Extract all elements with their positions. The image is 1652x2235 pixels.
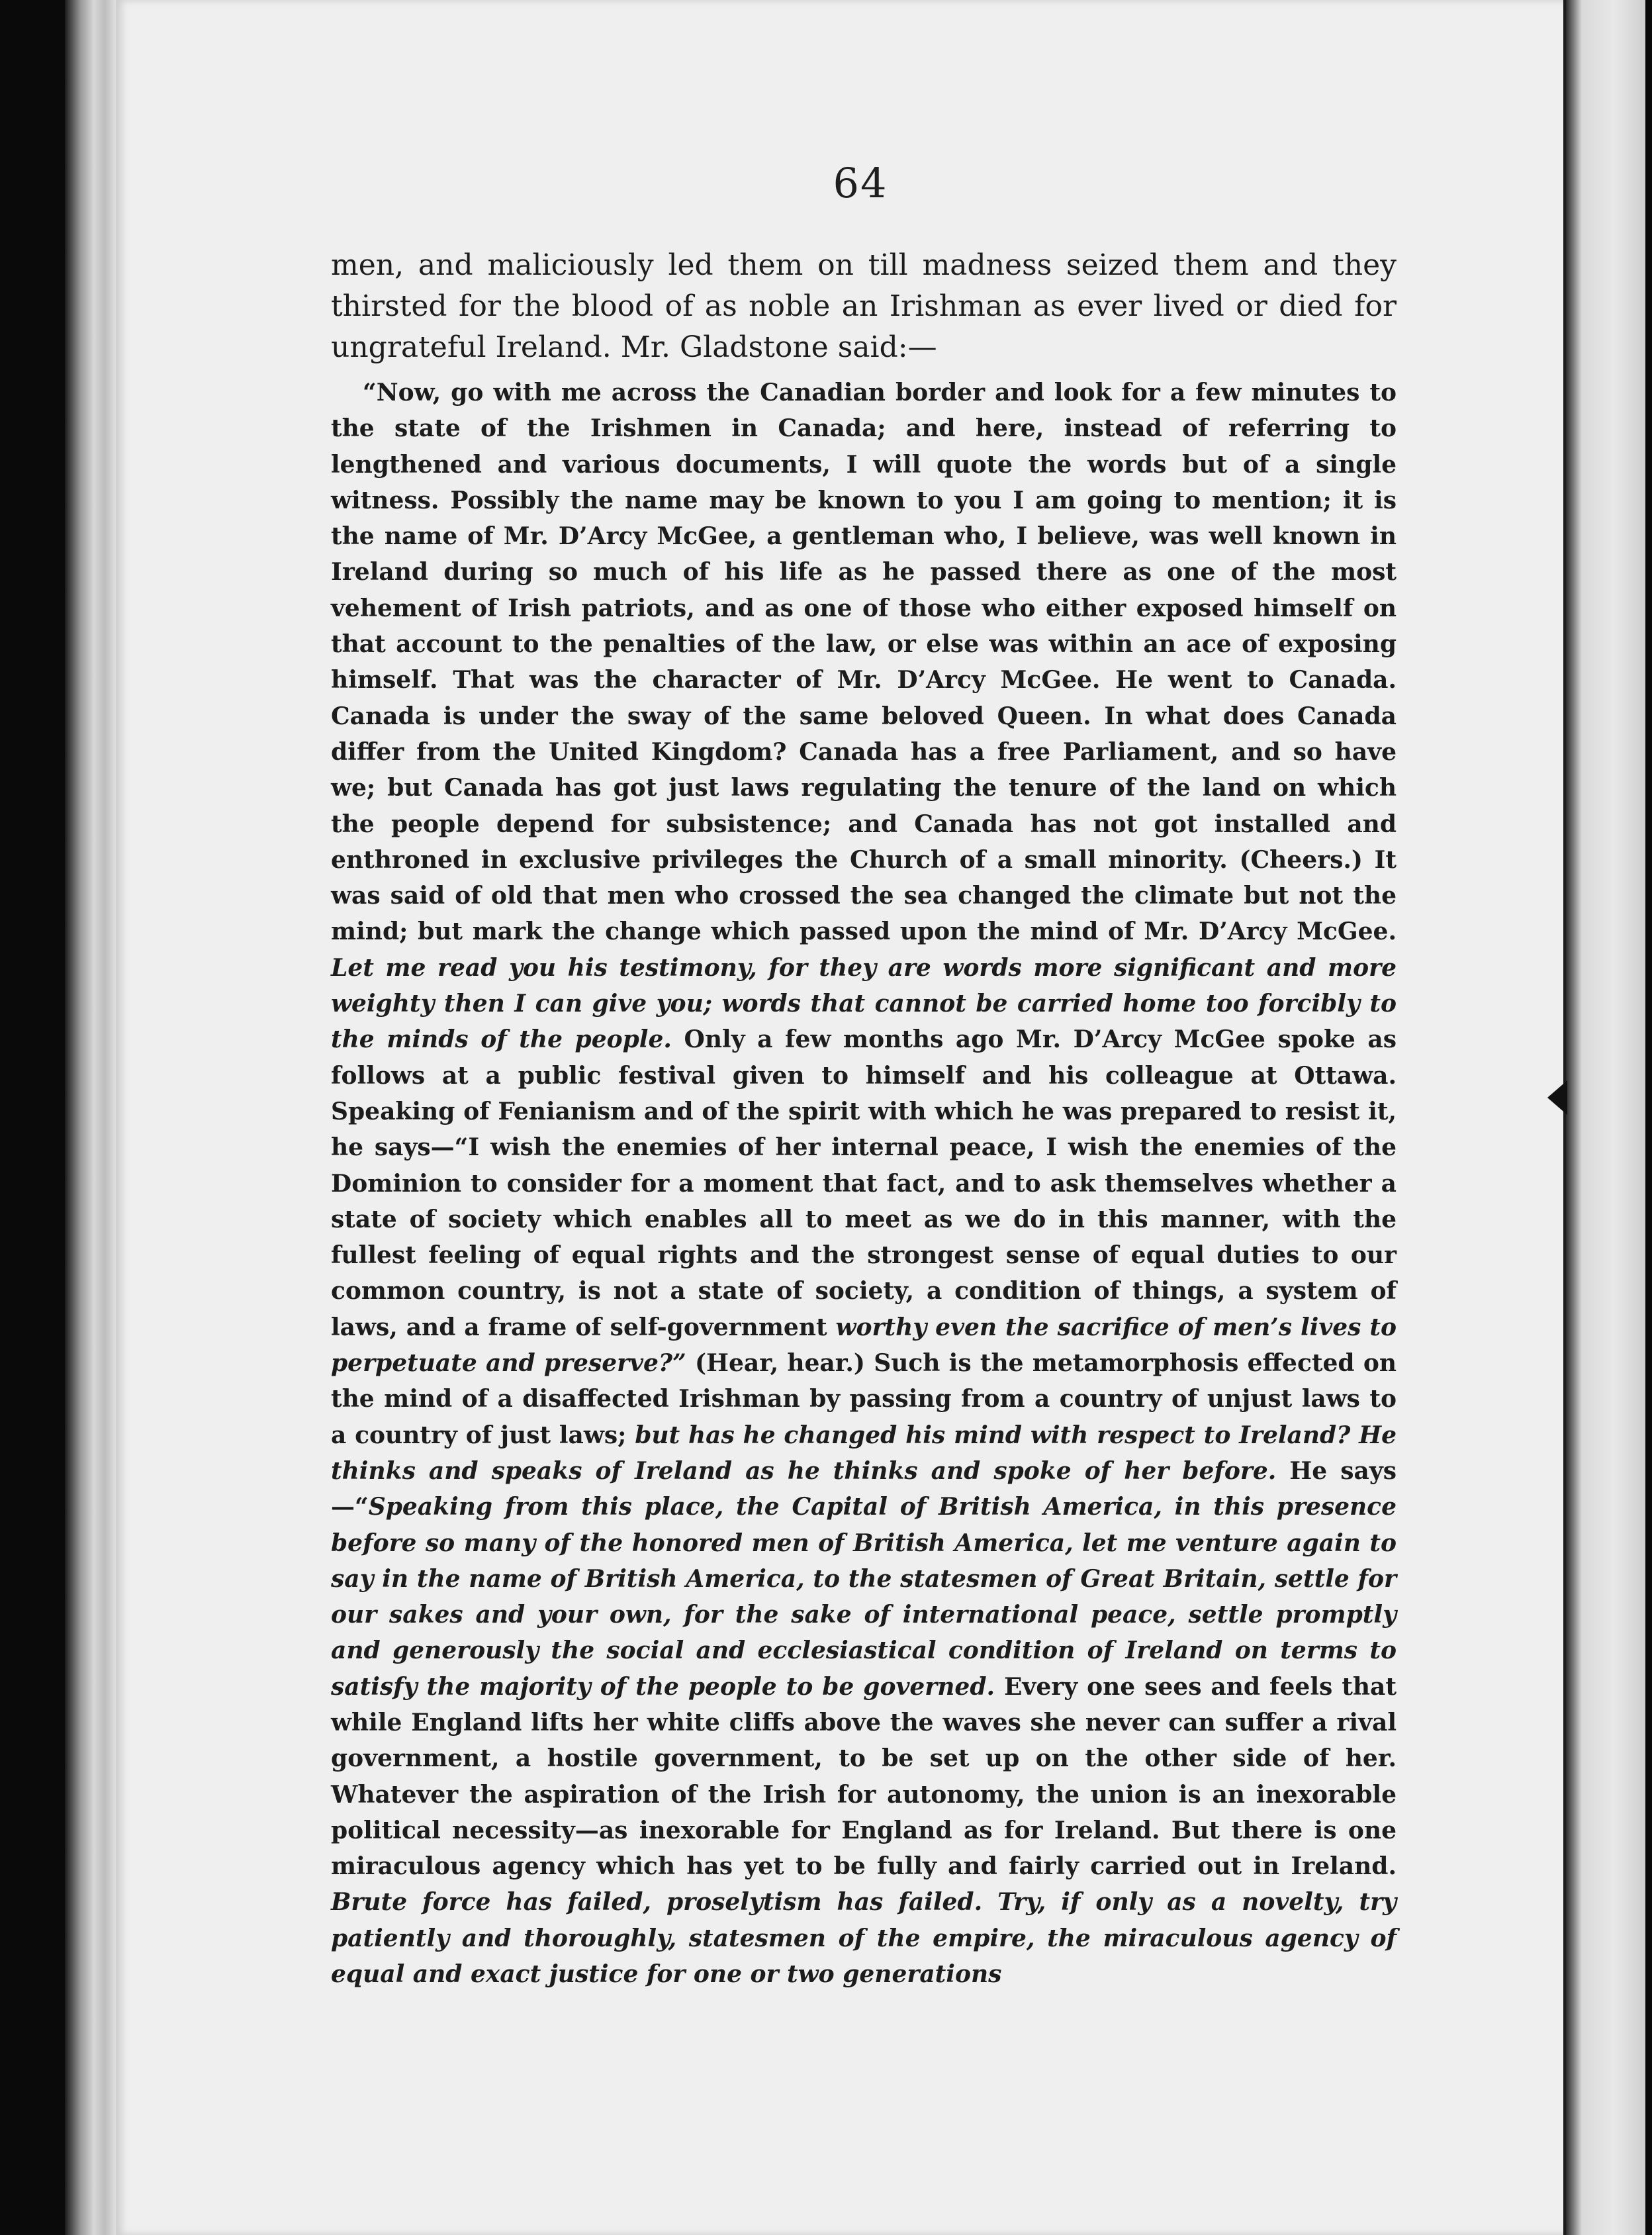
page-marker-wedge	[1547, 1080, 1567, 1115]
quote-text-roman: He says—“	[331, 1456, 1397, 1521]
facing-page-strip	[1566, 0, 1645, 2235]
page-body	[331, 245, 1397, 1992]
quote-text-roman: “Now, go with me across the Canadian border and look for a few minutes to the state of the Irishmen in Canada; and here, instead of referring to lengthened and various documents, I will quote the words but of a single witness. Possibly the name may be known to you I am going to mention; it is the name of Mr. D’Arcy McGee, a gentleman who, I believe, was well known in Ireland during so much of his life as he passed there as one of the most vehement of Irish patriots, and as one of those who either exposed himself on that account to the penalties of the law, or else was within an ace of exposing himself. That was the character of Mr. D’Arcy McGee. He went to Canada. Canada is under the sway of the same beloved Queen. In what does Canada differ from the United Kingdom? Canada has a free Parliament, and so have we; but Canada has got just laws regulating the tenure of the land on which the people depend for subsistence; and Canada has not got installed and enthroned in exclusive privileges the Church of a small minority. (Cheers.) It was said of old that men who crossed the sea changed the climate but not the mind; but mark the change which passed upon the mind of Mr. D’Arcy McGee.	[331, 379, 1397, 946]
quote-text-italic: Brute force has failed, proselytism has failed. Try, if only as a novelty, try patiently and thoroughly, statesmen of the empire, the miraculous agency of equal and exact justice for one or two generations	[331, 1888, 1397, 1989]
lead-paragraph: men, and maliciously led them on till madness seized them and they thirsted for the blood of as noble an Irishman as ever lived or died for ungrateful Ireland. Mr. Gladstone said:—	[331, 248, 1397, 364]
quote-text-italic: worthy even the sacrifice of men’s lives to perpetuate and preserve?”	[331, 1313, 1397, 1378]
quote-text-roman: (Hear, hear.) Such is the metamorphosis effected on the mind of a disaffected Irishman by passing from a country of unjust laws to a country of just laws;	[331, 1349, 1397, 1449]
lead-paragraph-block	[331, 245, 1397, 368]
gladstone-quote	[331, 375, 1397, 1992]
quote-text-roman: Only a few months ago Mr. D’Arcy McGee spoke as follows at a public festival given to himself and his colleague at Ottawa. Speaking of Fenianism and of the spirit with which he was prepared to resist it, he says—“I wish the enemies of her internal peace, I wish the enemies of the Dominion to consider for a moment that fact, and to ask themselves whether a state of society which enables all to meet as we do in this manner, with the fullest feeling of equal rights and the strongest sense of equal duties to our common country, is not a state of society, a condition of things, a system of laws, and a frame of self-government	[331, 1025, 1397, 1341]
page-number: 64	[833, 159, 888, 207]
quote-text-italic: Let me read you his testimony, for they are words more significant and more weighty then I can give you; words that cannot be carried home too forcibly to the minds of the people.	[331, 953, 1397, 1054]
quote-text-italic: Speaking from this place, the Capital of British America, in this presence before so many of the honored men of British America, let me venture again to say in the name of British America, to the statesmen of Great Britain, settle for our sakes and your own, for the sake of international peace, settle promptly and generously the social and ecclesiastical condition of Ireland on terms to satisfy the majority of the people to be governed.	[331, 1493, 1397, 1701]
quote-text-roman: Every one sees and feels that while England lifts her white cliffs above the waves she never can suffer a rival government, a hostile government, to be set up on the other side of her. Whatever the aspiration of the Irish for autonomy, the union is an inexorable political necessity—as inexorable for England as for Ireland. But there is one miraculous agency which has yet to be fully and fairly carried out in Ireland.	[331, 1672, 1397, 1881]
quote-text-italic: but has he changed his mind with respect to Ireland? He thinks and speaks of Ireland as he thinks and spoke of her before.	[331, 1421, 1397, 1485]
book-left-edge	[65, 0, 118, 2235]
quote-paragraph	[331, 375, 1397, 1992]
